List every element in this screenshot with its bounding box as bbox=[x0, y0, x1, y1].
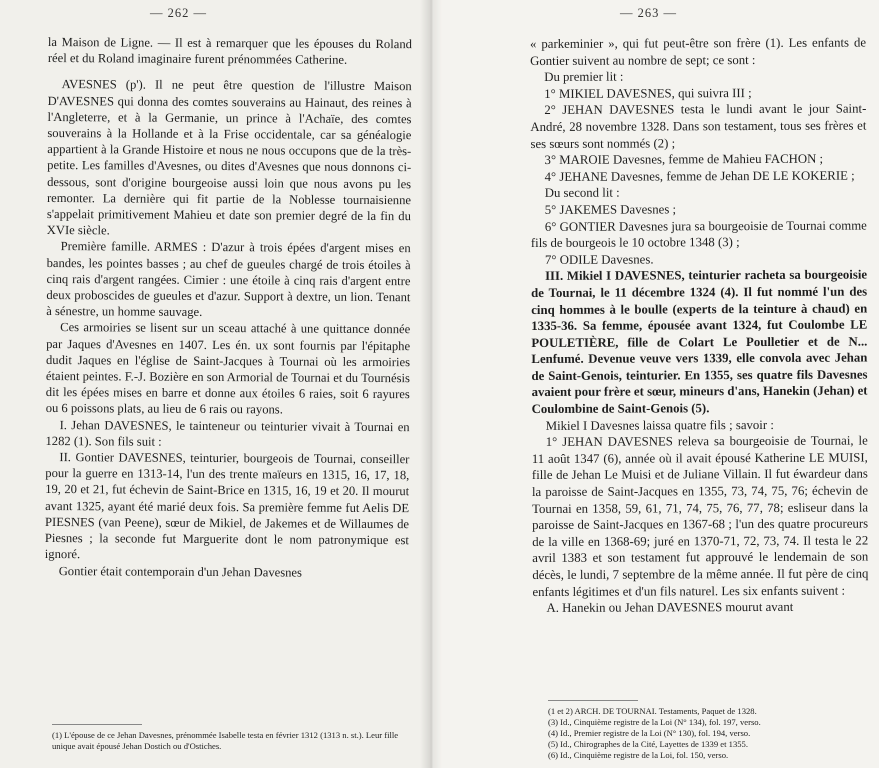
footnote: (4) Id., Premier registre de la Loi (N° 130), fol. 194, verso. bbox=[548, 728, 751, 738]
left-text-column bbox=[45, 34, 412, 581]
paragraph: II. Gontier DAVESNES, teinturier, bourgeois de Tournai, conseiller pour la guerre en 1313-14, l'un des trente maïeurs en 1315, 16, 17, 18, 19, 20 et 21, fut échevin de Saint-Brice en 1315, 16, 19 et 20. Il mourut avant 1325, ayant été marié deux fois. Sa première femme fut Aelis DE PIESNES (van Peene), sœur de Mikiel, de Jakemes et de Willaumes de Piesnes ; la seconde fut Marguerite dont le nom patronymique est ignoré. bbox=[44, 450, 410, 562]
paragraph: Mikiel I Davesnes laissa quatre fils ; savoir : bbox=[545, 417, 774, 433]
paragraph: Du second lit : bbox=[544, 185, 620, 201]
right-page bbox=[430, 0, 879, 768]
paragraph: 1° JEHAN DAVESNES releva sa bourgeoisie de Tournai, le 11 août 1347 (6), année où il avait épousé Katherine LE MUISI, fille de Jehan Le Muisi et de Juliane Villain. Il fut éwardeur dans la paroisse de Saint-Jacques en 1355, 73, 74, 75, 76; échevin de Tournai en 1358, 59, 61, 71, 74, 75, 76, 77, 78; esliseur dans la paroisse de Saint-Jacques en 1367-68 ; l'un des quatre procureurs de la ville en 1368-69; juré en 1370-71, 72, 73, 74. Il testa le 22 avril 1383 et son testament fut approuvé le lendemain de son décès, le lundi, 7 septembre de la même année. Il fut père de cinq enfants légitimes et d'un fils naturel. Les six enfants suivent : bbox=[531, 433, 869, 599]
paragraph: « parkeminier », qui fut peut-être son frère (1). Les enfants de Gontier suivent au nombre de sept; ce sont : bbox=[530, 35, 867, 68]
paragraph: 2° JEHAN DAVESNES testa le lundi avant le jour Saint-André, 28 novembre 1328. Dans son testament, tous ses frères et ses sœurs sont nommés (2) ; bbox=[530, 101, 867, 151]
footnote: (3) Id., Cinquième registre de la Loi (N° 134), fol. 197, verso. bbox=[548, 717, 761, 727]
footnote: (1) L'épouse de ce Jehan Davesnes, prénommée Isabelle testa en février 1312 (1313 n. st.). Leur fille unique avait épousé Jehan Dostich ou d'Ostiches. bbox=[52, 730, 399, 751]
paragraph: Du premier lit : bbox=[544, 69, 624, 85]
page-number-left: — 262 — bbox=[150, 6, 207, 20]
footnotes-left bbox=[52, 730, 412, 752]
paragraph: 5° JAKEMES Davesnes ; bbox=[544, 202, 677, 217]
paragraph: Première famille. ARMES : D'azur à trois épées d'argent mises en bandes, les pointes basses ; au chef de gueules chargé de trois étoiles à cinq rais d'argent rangées. Cimier : une étoile à cinq rais d'argent entre deux proboscides de gueules et d'azur. Support à dextre, un lion. Tenant à sénestre, un homme sauvage. bbox=[46, 239, 411, 320]
paragraph: A. Hanekin ou Jehan DAVESNES mourut avant bbox=[546, 600, 794, 616]
footnote-rule bbox=[52, 724, 142, 725]
book-gutter-shadow bbox=[420, 0, 442, 768]
paragraph: 6° GONTIER Davesnes jura sa bourgeoisie de Tournai comme fils de bourgeois le 10 octobre 1348 (3) ; bbox=[530, 218, 867, 251]
paragraph: 7° ODILE Davesnes. bbox=[544, 252, 654, 267]
footnote: (5) Id., Chirographes de la Cité, Layettes de 1339 et 1355. bbox=[548, 739, 748, 749]
paragraph: III. Mikiel I DAVESNES, teinturier racheta sa bourgeoisie de Tournai, le 11 décembre 1324 (4). Il fut nommé l'un des cinq hommes à le boulle (experts de la teinture à chaud) en 1335-36. Sa femme, épousée avant 1324, fut Coulombe LE POULETIÈRE, fille de Colart Le Poulletier et de N... Lenfumé. Devenue veuve vers 1339, elle convola avec Jehan de Saint-Genois, teinturier. En 1355, ses quatre fils Davesnes avaient pour frère et sœur, mineurs d'ans, Hanekin (Jehan) et Coulombine de Saint-Genois (5). bbox=[531, 267, 868, 417]
left-page bbox=[0, 0, 430, 768]
paragraph: I. Jehan DAVESNES, le tainteneur ou teinturier vivait à Tournai en 1282 (1). Son fils suit : bbox=[45, 417, 410, 449]
paragraph: la Maison de Ligne. — Il est à remarquer que les épouses du Roland réel et du Roland imaginaire furent prénommées Catherine. bbox=[47, 34, 412, 68]
paragraph: 1° MIKIEL DAVESNES, qui suivra III ; bbox=[544, 85, 752, 101]
footnote: (6) Id., Cinquième registre de la Loi, fol. 150, verso. bbox=[548, 750, 729, 760]
paragraph: 4° JEHANE Davesnes, femme de Jehan DE LE KOKERIE ; bbox=[544, 168, 855, 184]
footnote: (1 et 2) ARCH. DE TOURNAI. Testaments, Paquet de 1328. bbox=[548, 706, 757, 716]
paragraph: 3° MAROIE Davesnes, femme de Mahieu FACHON ; bbox=[544, 151, 824, 168]
footnotes-right bbox=[548, 706, 848, 761]
footnote-rule bbox=[548, 700, 638, 701]
paragraph: Ces armoiries se lisent sur un sceau attaché à une quittance donnée par Jaques d'Avesnes en 1407. Les én. ux sont fournis par l'épitaphe dudit Jaques en l'église de Saint-Jacques à Tournai où les armoiries étaient peintes. F.-J. Bozière en son Armorial de Tournai et du Tournésis dit les épées mises en barre et donne aux étoiles 6 raies, soit 6 rayures ou 6 poissons plats, au lieu de 6 rais ou rayons. bbox=[45, 320, 411, 417]
right-text-column bbox=[530, 35, 869, 617]
paragraph: Gontier était contemporain d'un Jehan Davesnes bbox=[58, 563, 302, 580]
page-number-right: — 263 — bbox=[620, 6, 677, 20]
paragraph: AVESNES (p'). Il ne peut être question de l'illustre Maison D'AVESNES qui donna des comtes souverains au Hainaut, des reines à l'Angleterre, et à la Germanie, un prince à l'Achaïe, des comtes souverains à la Hollande et à la Frise occidentale, car sa généalogie appartient à la Grande Histoire et nous ne nous occupons que de la très-petite. Les familles d'Avesnes, ou dites d'Avesnes que nous donnons ci-dessous, sont d'origine bourgeoise aussi loin que nous avons pu les remonter. La dernière qui fit partie de la Noblesse tournaisienne s'appelait primitivement Mahieu et date son premier degré de la fin du XVIe siècle. bbox=[46, 77, 412, 238]
